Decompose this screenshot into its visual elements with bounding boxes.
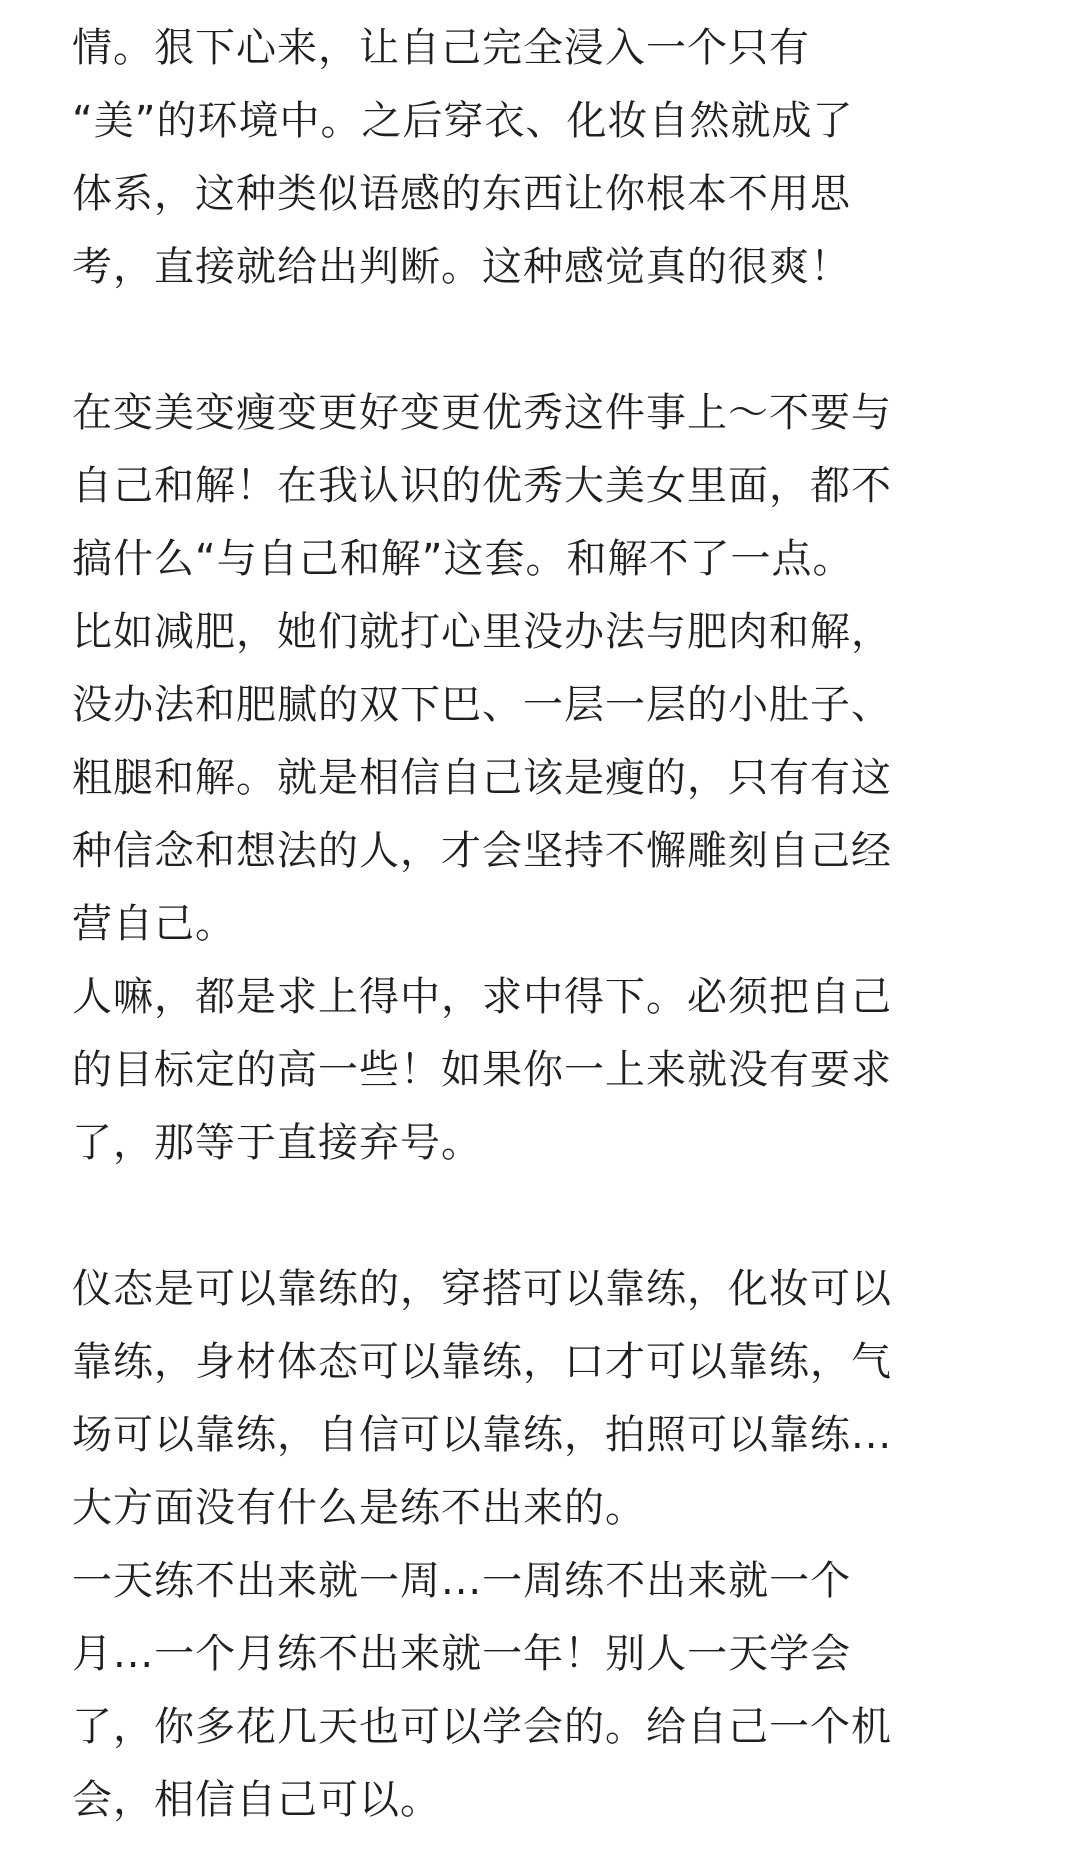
- text-line: 情。狠下心来，让自己完全浸入一个只有: [72, 25, 810, 71]
- text-line: 人嘛，都是求上得中，求中得下。必须把自己: [72, 974, 892, 1020]
- text-line: 月...一个月练不出来就一年！别人一天学会: [72, 1631, 852, 1677]
- text-line: 在变美变瘦变更好变更优秀这件事上～不要与: [72, 390, 892, 436]
- text-line: 会，相信自己可以。: [72, 1777, 441, 1823]
- text-line: 靠练，身材体态可以靠练，口才可以靠练，气: [72, 1339, 892, 1385]
- text-line: 粗腿和解。就是相信自己该是瘦的，只有有这: [72, 755, 892, 801]
- text-line: 场可以靠练，自信可以靠练，拍照可以靠练...: [72, 1412, 893, 1458]
- text-line: 一天练不出来就一周...一周练不出来就一个: [72, 1558, 852, 1604]
- text-line: 了，你多花几天也可以学会的。给自己一个机: [72, 1704, 892, 1750]
- text-line: 比如减肥，她们就打心里没办法与肥肉和解，: [72, 609, 892, 655]
- text-line: 没办法和肥腻的双下巴、一层一层的小肚子、: [72, 682, 892, 728]
- text-line: 仪态是可以靠练的，穿搭可以靠练，化妆可以: [72, 1266, 892, 1312]
- text-line: 体系，这种类似语感的东西让你根本不用思: [72, 171, 851, 217]
- text-line: 了，那等于直接弃号。: [72, 1120, 482, 1166]
- text-line: 考，直接就给出判断。这种感觉真的很爽！: [72, 244, 851, 290]
- text-line: 自己和解！在我认识的优秀大美女里面，都不: [72, 463, 892, 509]
- text-line: 搞什么“与自己和解”这套。和解不了一点。: [72, 536, 854, 582]
- text-line: 营自己。: [72, 901, 236, 947]
- text-line: “美”的环境中。之后穿衣、化妆自然就成了: [72, 98, 854, 144]
- text-line: 大方面没有什么是练不出来的。: [72, 1485, 646, 1531]
- text-line: 种信念和想法的人，才会坚持不懈雕刻自己经: [72, 828, 892, 874]
- text-line: 的目标定的高一些！如果你一上来就没有要求: [72, 1047, 892, 1093]
